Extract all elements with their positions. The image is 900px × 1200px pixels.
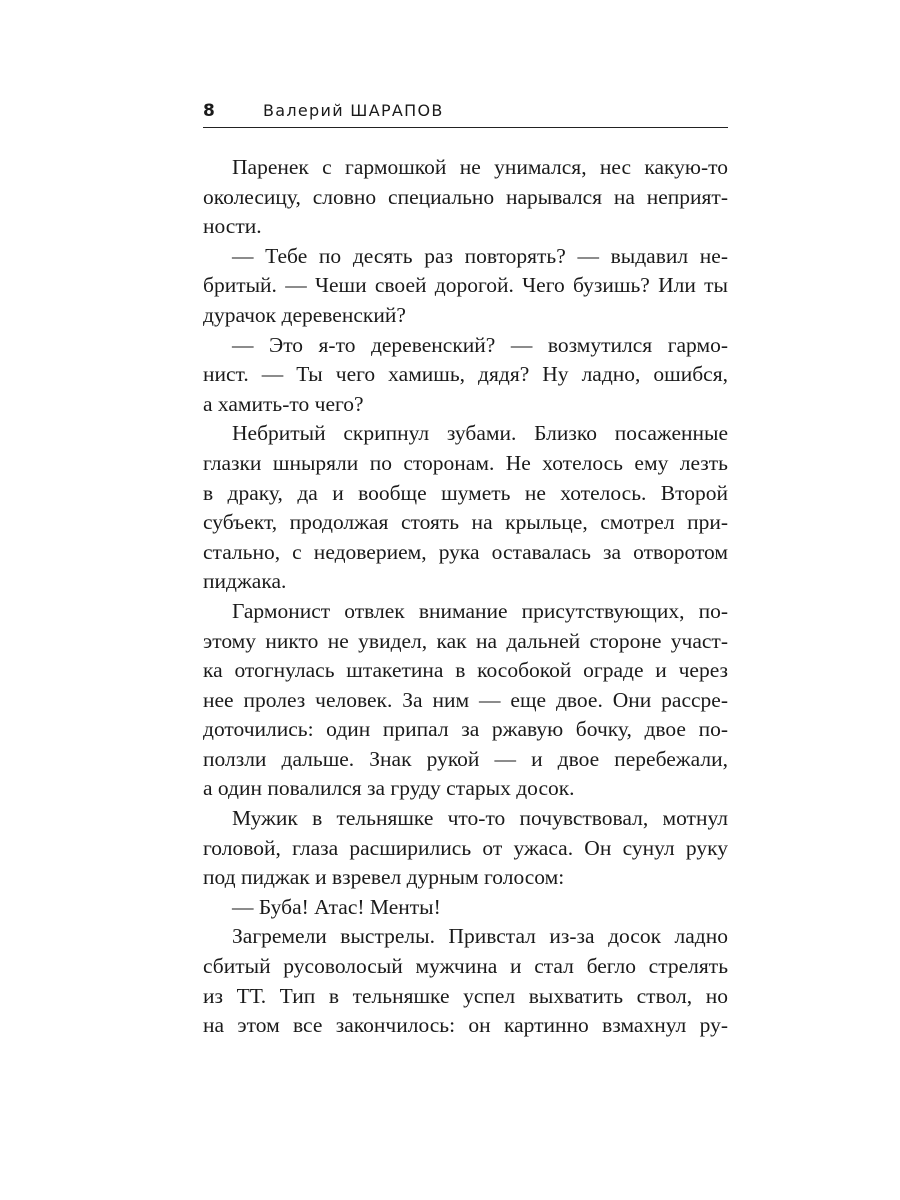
text-line: ка отогнулась штакетина в кособокой ограде и через: [203, 658, 728, 683]
paragraph: [203, 922, 728, 1040]
text-line: нист. — Ты чего хамишь, дядя? Ну ладно, ошибся,: [203, 362, 728, 387]
text-line: головой, глаза расширились от ужаса. Он сунул руку: [203, 835, 728, 860]
text-line: пиджака.: [203, 569, 287, 594]
text-line: глазки шныряли по сторонам. Не хотелось ему лезть: [203, 450, 728, 475]
paragraph: [203, 893, 728, 923]
text-line: а хамить-то чего?: [203, 391, 364, 416]
text-line: нее пролез человек. За ним — еще двое. Они рассре-: [203, 687, 728, 712]
text-line: субъект, продолжая стоять на крыльце, смотрел при-: [203, 510, 728, 535]
text-line: сбитый русоволосый мужчина и стал бегло стрелять: [203, 954, 728, 979]
text-line: стально, с недоверием, рука оставалась за отворотом: [203, 539, 728, 564]
text-line: — Тебе по десять раз повторять? — выдавил не-: [232, 243, 728, 268]
text-line: Загремели выстрелы. Привстал из-за досок ладно: [232, 924, 728, 949]
text-line: Гармонист отвлек внимание присутствующих, по-: [232, 598, 728, 623]
text-line: Мужик в тельняшке что-то почувствовал, мотнул: [232, 806, 728, 831]
text-line: — Буба! Атас! Менты!: [232, 894, 441, 919]
text-line: под пиджак и взревел дурным голосом:: [203, 865, 565, 890]
running-header: [203, 100, 728, 128]
text-line: околесицу, словно специально нарывался на неприят-: [203, 184, 728, 209]
paragraph: [203, 804, 728, 893]
paragraph: [203, 153, 728, 242]
text-line: дурачок деревенский?: [203, 302, 406, 327]
paragraph: [203, 242, 728, 331]
page-number: 8: [203, 101, 215, 121]
text-line: на этом все закончилось: он картинно взмахнул ру-: [203, 1013, 728, 1038]
text-line: — Это я-то деревенский? — возмутился гармо-: [232, 332, 728, 357]
text-line: из ТТ. Тип в тельняшке успел выхватить ствол, но: [203, 983, 728, 1008]
paragraph: [203, 419, 728, 597]
text-line: доточились: один припал за ржавую бочку, двое по-: [203, 717, 728, 742]
text-line: в драку, да и вообще шуметь не хотелось. Второй: [203, 480, 728, 505]
text-line: а один повалился за груду старых досок.: [203, 776, 575, 801]
paragraph: [203, 597, 728, 804]
text-line: ности.: [203, 214, 262, 239]
author-name: Валерий ШАРАПОВ: [263, 101, 444, 120]
text-line: бритый. — Чеши своей дорогой. Чего бузишь? Или ты: [203, 273, 728, 298]
body-text: [203, 153, 728, 1041]
text-line: этому никто не увидел, как на дальней стороне участ-: [203, 628, 728, 653]
text-line: Паренек с гармошкой не унимался, нес какую-то: [232, 155, 728, 179]
paragraph: [203, 331, 728, 420]
text-line: Небритый скрипнул зубами. Близко посаженные: [232, 421, 728, 446]
text-line: ползли дальше. Знак рукой — и двое перебежали,: [203, 746, 728, 771]
